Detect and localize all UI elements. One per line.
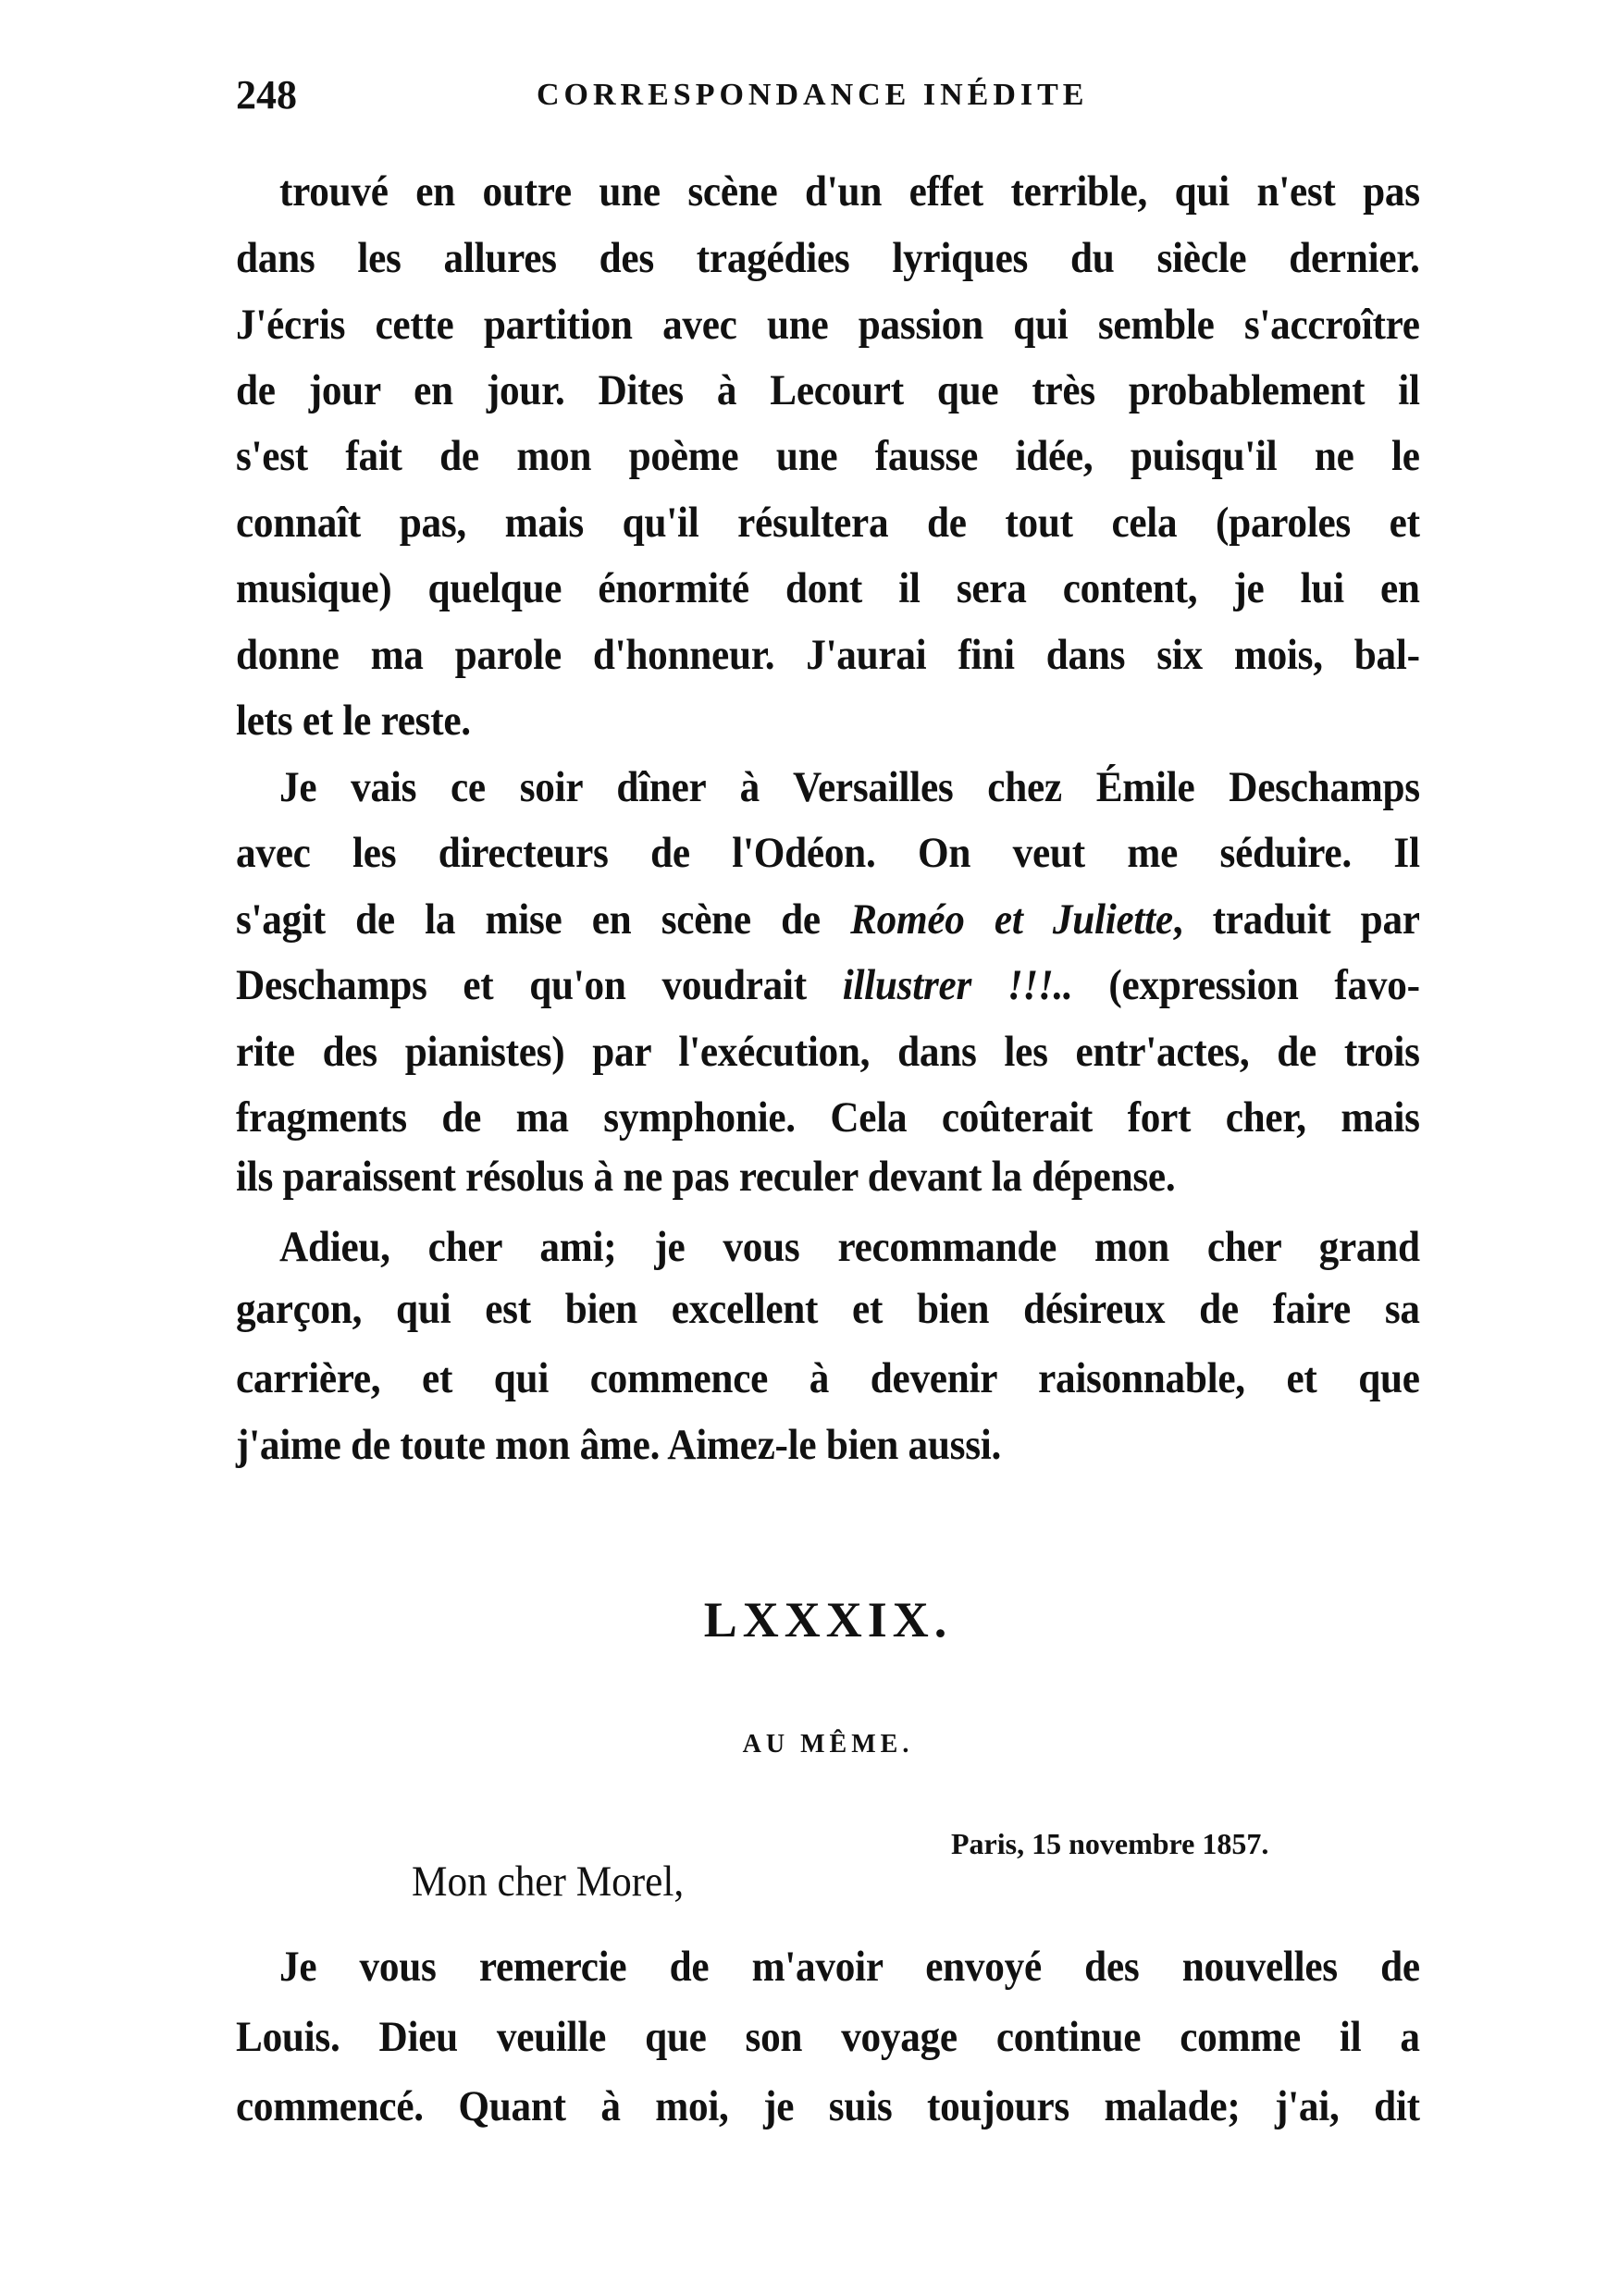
text-line: lets et le reste. xyxy=(236,697,471,745)
text-line: J'écris cette partition avec une passion qui semble s'accroître xyxy=(236,301,1420,349)
text-line: trouvé en outre une scène d'un effet terrible, qui n'est pas xyxy=(279,167,1420,216)
text-line: donne ma parole d'honneur. J'aurai fini dans six mois, bal- xyxy=(236,631,1420,679)
text-line: garçon, qui est bien excellent et bien désireux de faire sa xyxy=(236,1285,1420,1333)
text-line: Louis. Dieu veuille que son voyage continue comme il a xyxy=(236,2013,1420,2061)
letter-recipient: AU MÊME. xyxy=(742,1730,914,1759)
text-line: ils paraissent résolus à ne pas reculer devant la dépense. xyxy=(236,1153,1176,1201)
text-line: Deschamps et qu'on voudrait illustrer !!!.. (expression favo- xyxy=(236,961,1420,1009)
text-line: s'est fait de mon poème une fausse idée, puisqu'il ne le xyxy=(236,432,1420,480)
letter-number: LXXXIX. xyxy=(703,1592,953,1648)
text-line: Je vais ce soir dîner à Versailles chez Émile Deschamps xyxy=(279,763,1420,811)
text-line: musique) quelque énormité dont il sera content, je lui en xyxy=(236,564,1420,612)
text-line: connaît pas, mais qu'il résultera de tout cela (paroles et xyxy=(236,499,1420,547)
text-line: dans les allures des tragédies lyriques du siècle dernier. xyxy=(236,234,1420,282)
text-line: rite des pianistes) par l'exécution, dans les entr'actes, de trois xyxy=(236,1028,1420,1076)
text-line: j'aime de toute mon âme. Aimez-le bien aussi. xyxy=(236,1421,1002,1469)
text-line: Adieu, cher ami; je vous recommande mon cher grand xyxy=(279,1223,1420,1271)
text-line: fragments de ma symphonie. Cela coûterait fort cher, mais xyxy=(236,1093,1420,1142)
running-title: CORRESPONDANCE INÉDITE xyxy=(537,78,1089,112)
text-line: s'agit de la mise en scène de Roméo et Juliette, traduit par xyxy=(236,895,1420,944)
text-line: Je vous remercie de m'avoir envoyé des nouvelles de xyxy=(279,1943,1420,1991)
text-line: avec les directeurs de l'Odéon. On veut me séduire. Il xyxy=(236,829,1420,877)
salutation: Mon cher Morel, xyxy=(412,1858,685,1906)
text-line: commencé. Quant à moi, je suis toujours malade; j'ai, dit xyxy=(236,2082,1420,2130)
page-number: 248 xyxy=(236,72,297,117)
text-line: carrière, et qui commence à devenir raisonnable, et que xyxy=(236,1354,1420,1402)
letter-date: Paris, 15 novembre 1857. xyxy=(951,1827,1269,1860)
text-line: de jour en jour. Dites à Lecourt que très probablement il xyxy=(236,366,1420,414)
